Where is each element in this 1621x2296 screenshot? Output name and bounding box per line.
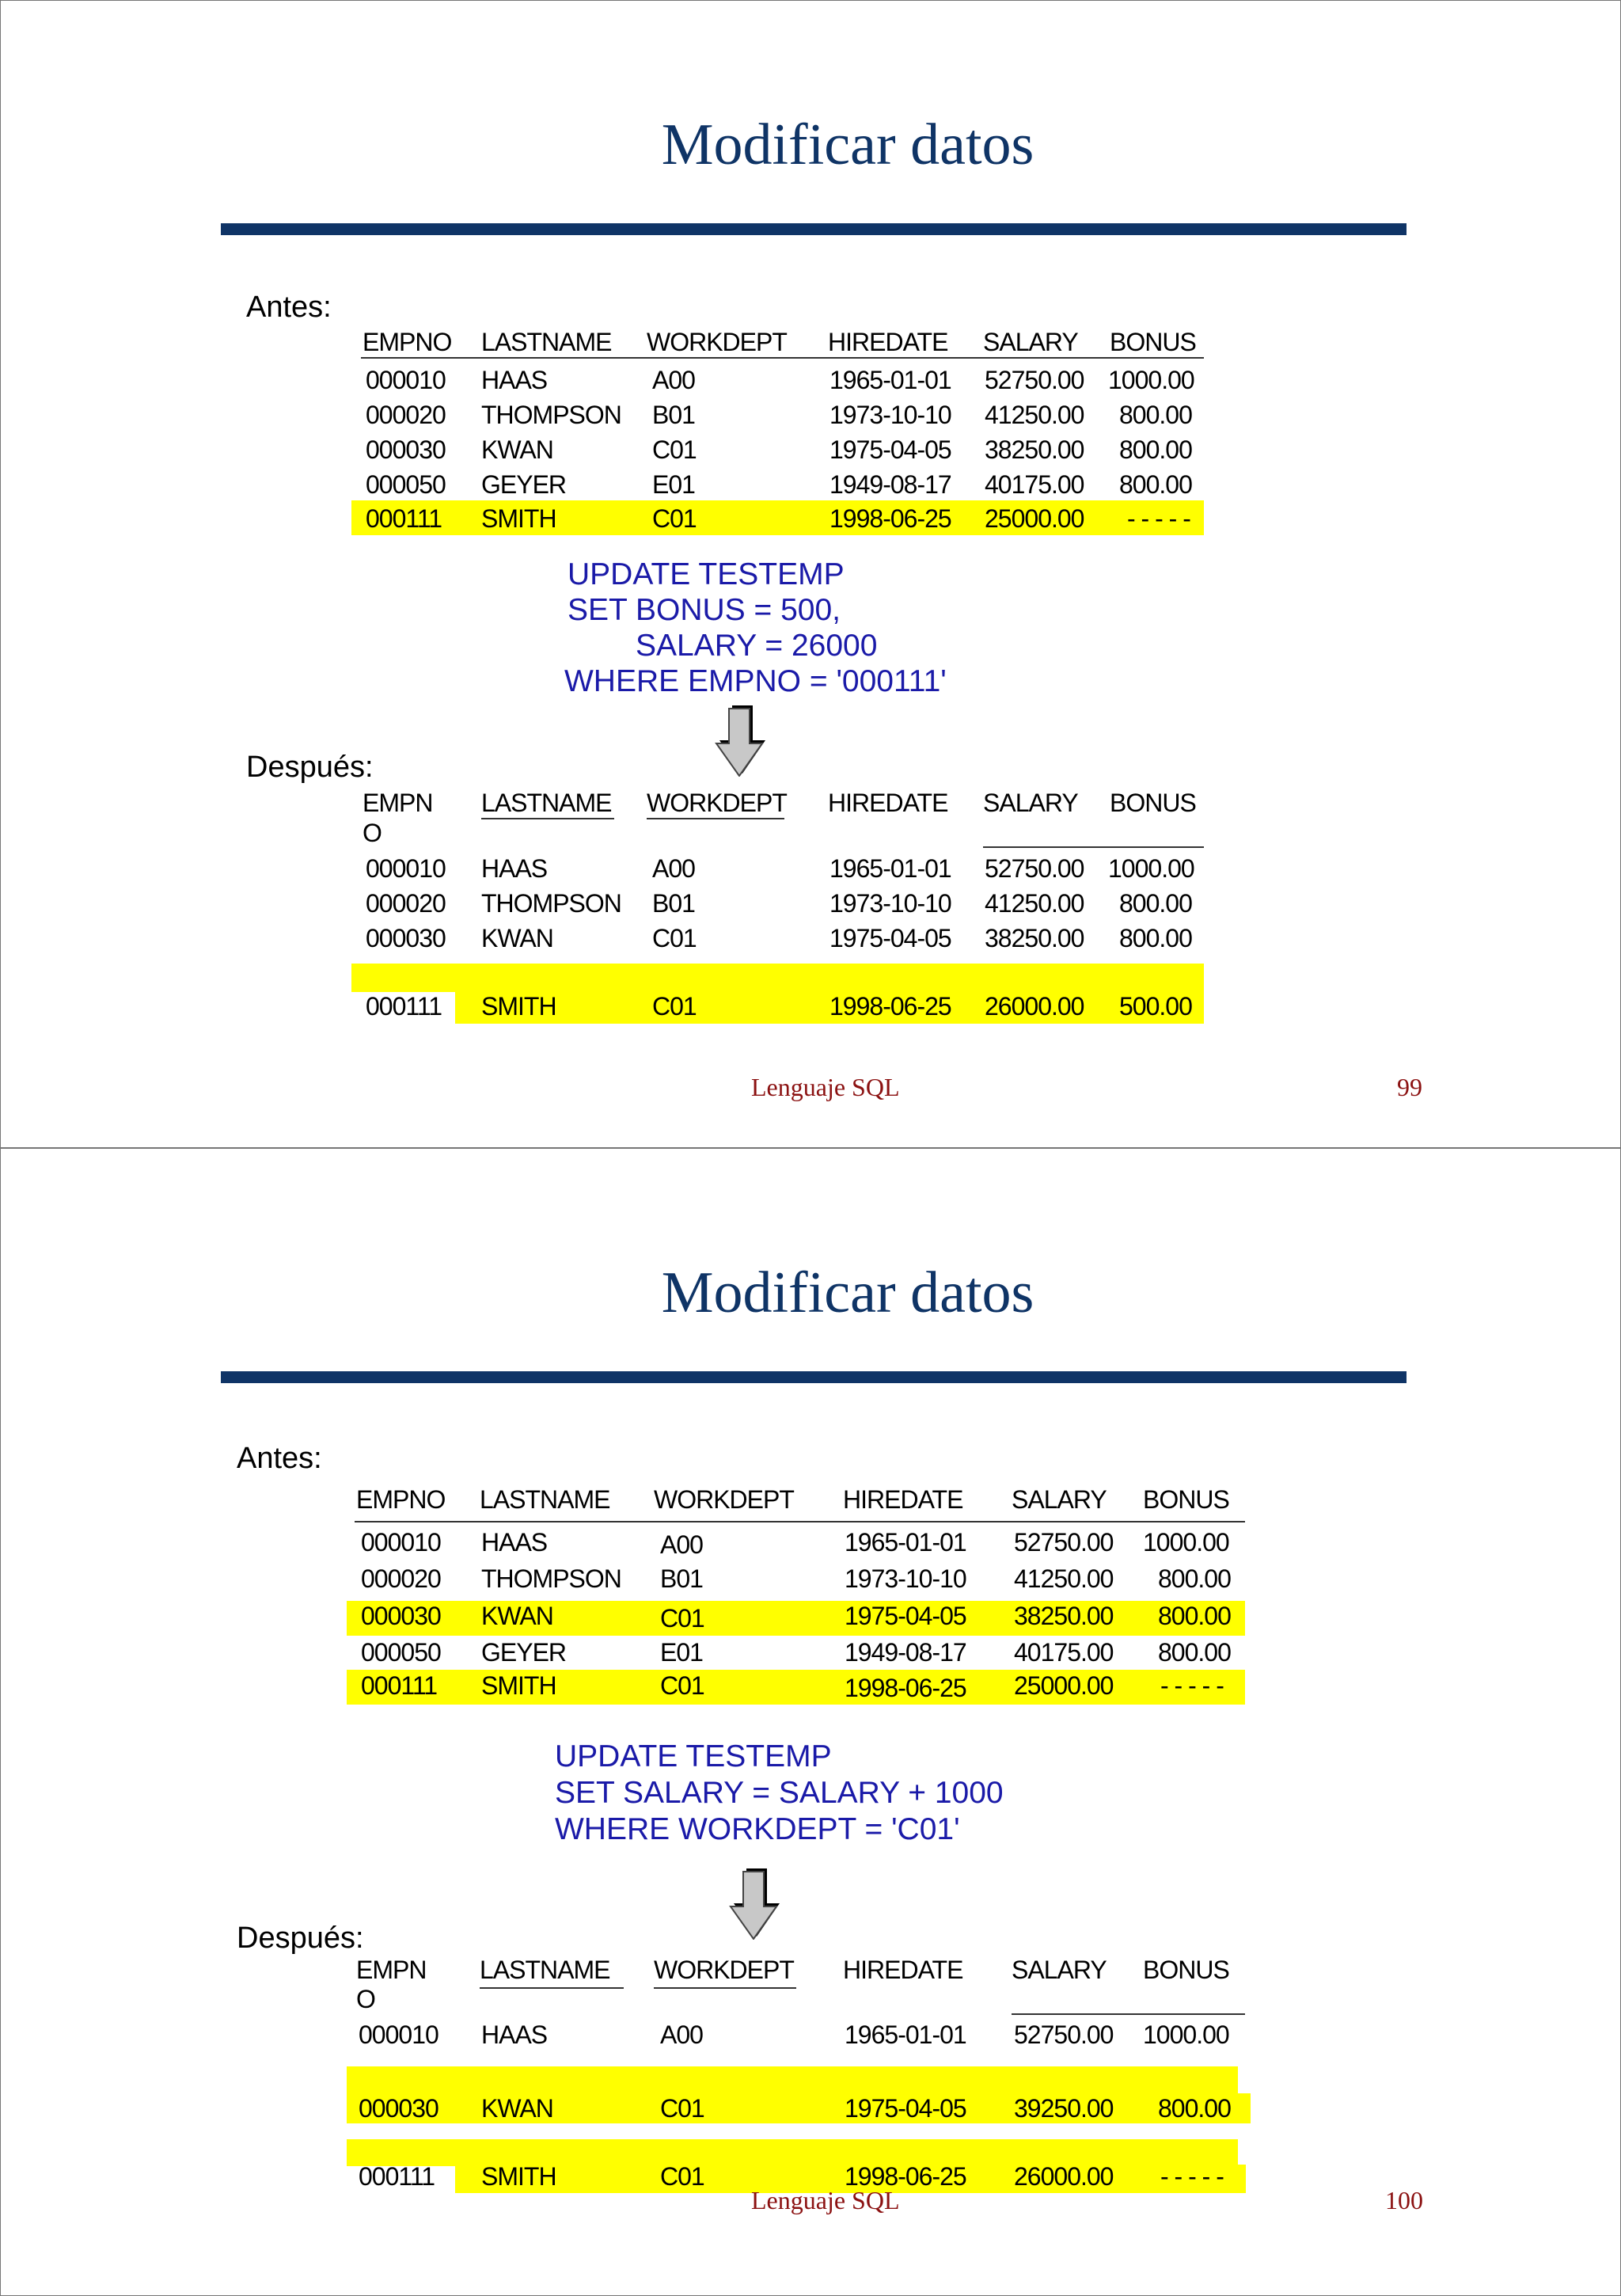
- cell: 1973-10-10: [829, 889, 951, 918]
- slide-100: [0, 1148, 1621, 2296]
- header-underline: [355, 1521, 1245, 1522]
- cell: KWAN: [481, 1602, 553, 1630]
- cell: 800.00: [1158, 1638, 1231, 1667]
- cell: E01: [660, 1638, 703, 1667]
- header-workdept: WORKDEPT: [654, 1956, 794, 1984]
- cell: 000111: [359, 2162, 435, 2191]
- header-underline: [654, 1987, 796, 1989]
- header-underline: [361, 357, 1204, 359]
- cell: 800.00: [1119, 924, 1192, 952]
- cell: 1949-08-17: [845, 1638, 966, 1667]
- row-highlight: [347, 2066, 1238, 2095]
- cell: 000030: [359, 2094, 438, 2123]
- cell: 38250.00: [985, 924, 1084, 952]
- cell: - - - - -: [1160, 1671, 1224, 1700]
- cell: B01: [660, 1564, 703, 1593]
- cell: 800.00: [1119, 470, 1192, 499]
- title-rule: [221, 223, 1407, 235]
- header-lastname: LASTNAME: [481, 328, 612, 356]
- cell: 000020: [366, 889, 446, 918]
- footer-title: Lenguaje SQL: [751, 1073, 900, 1101]
- cell: 52750.00: [985, 854, 1084, 883]
- cell: 000010: [366, 366, 446, 394]
- header-underline: [481, 818, 614, 819]
- cell: 1000.00: [1108, 854, 1194, 883]
- sql-line: UPDATE TESTEMP: [555, 1739, 832, 1773]
- cell: 000111: [361, 1671, 438, 1700]
- cell: 40175.00: [985, 470, 1084, 499]
- header-lastname: LASTNAME: [481, 789, 612, 817]
- header-underline: [647, 818, 784, 819]
- cell: 000030: [366, 435, 446, 464]
- cell: 000020: [361, 1564, 441, 1593]
- row-highlight: [351, 964, 1204, 992]
- cell: 26000.00: [1014, 2162, 1114, 2191]
- cell: THOMPSON: [481, 401, 621, 429]
- cell: 1000.00: [1108, 366, 1194, 394]
- cell: E01: [652, 470, 695, 499]
- cell: 000010: [366, 854, 446, 883]
- cell: 500.00: [1119, 992, 1192, 1021]
- cell: HAAS: [481, 366, 548, 394]
- header-bonus: BONUS: [1143, 1485, 1229, 1514]
- cell: C01: [660, 2094, 704, 2123]
- cell: 800.00: [1158, 1602, 1231, 1630]
- cell: 1965-01-01: [829, 854, 951, 883]
- cell: 1965-01-01: [829, 366, 951, 394]
- cell: 41250.00: [985, 401, 1084, 429]
- cell: 1975-04-05: [845, 1602, 966, 1630]
- cell: C01: [660, 1671, 704, 1700]
- sql-line: UPDATE TESTEMP: [568, 557, 845, 591]
- cell: GEYER: [481, 470, 567, 499]
- cell: A00: [660, 1530, 703, 1559]
- cell: 000050: [366, 470, 446, 499]
- cell: 1000.00: [1143, 1528, 1229, 1557]
- header-salary: SALARY: [1012, 1956, 1107, 1984]
- cell: GEYER: [481, 1638, 567, 1667]
- header-hiredate: HIREDATE: [843, 1956, 963, 1984]
- cell: C01: [660, 1604, 704, 1633]
- header-empno-part2: O: [363, 819, 382, 847]
- cell: 40175.00: [1014, 1638, 1114, 1667]
- cell: 000050: [361, 1638, 441, 1667]
- cell: A00: [652, 366, 695, 394]
- cell: 26000.00: [985, 992, 1084, 1021]
- cell: 1998-06-25: [845, 2162, 966, 2191]
- cell: SMITH: [481, 2162, 556, 2191]
- sql-line: SALARY = 26000: [636, 629, 878, 663]
- after-label: Después:: [237, 1922, 364, 1955]
- header-workdept: WORKDEPT: [647, 328, 787, 356]
- cell: 000030: [366, 924, 446, 952]
- cell: 38250.00: [985, 435, 1084, 464]
- cell: 1998-06-25: [845, 1674, 966, 1702]
- title-rule: [221, 1371, 1407, 1383]
- cell: C01: [652, 435, 697, 464]
- cell: 1975-04-05: [829, 435, 951, 464]
- cell: 000010: [361, 1528, 441, 1557]
- cell: C01: [652, 924, 697, 952]
- cell: SMITH: [481, 992, 556, 1021]
- sql-line: SET BONUS = 500,: [568, 593, 841, 627]
- header-lastname: LASTNAME: [480, 1956, 610, 1984]
- cell: 1998-06-25: [829, 992, 951, 1021]
- cell: 800.00: [1158, 2094, 1231, 2123]
- cell: KWAN: [481, 924, 553, 952]
- cell: KWAN: [481, 2094, 553, 2123]
- header-hiredate: HIREDATE: [828, 328, 948, 356]
- before-label: Antes:: [237, 1442, 322, 1475]
- header-salary: SALARY: [983, 789, 1078, 817]
- header-bonus: BONUS: [1110, 789, 1196, 817]
- cell: 1000.00: [1143, 2020, 1229, 2049]
- cell: 52750.00: [1014, 2020, 1114, 2049]
- sql-line: SET SALARY = SALARY + 1000: [555, 1776, 1004, 1810]
- cell: C01: [652, 504, 697, 533]
- cell: C01: [660, 2162, 704, 2191]
- cell: 1975-04-05: [829, 924, 951, 952]
- cell: 39250.00: [1014, 2094, 1114, 2123]
- after-label: Después:: [246, 751, 374, 784]
- cell: THOMPSON: [481, 1564, 621, 1593]
- before-label: Antes:: [246, 291, 332, 324]
- cell: 800.00: [1119, 401, 1192, 429]
- header-hiredate: HIREDATE: [843, 1485, 963, 1514]
- cell: 800.00: [1119, 435, 1192, 464]
- header-salary: SALARY: [1012, 1485, 1107, 1514]
- cell: B01: [652, 889, 695, 918]
- page-number: 100: [1385, 2186, 1423, 2214]
- header-lastname: LASTNAME: [480, 1485, 610, 1514]
- cell: - - - - -: [1160, 2162, 1224, 2191]
- header-bonus: BONUS: [1143, 1956, 1229, 1984]
- cell: 25000.00: [1014, 1671, 1114, 1700]
- header-empno: EMPNO: [363, 328, 452, 356]
- cell: 1975-04-05: [845, 2094, 966, 2123]
- cell: - - - - -: [1127, 504, 1190, 533]
- footer-title: Lenguaje SQL: [751, 2186, 900, 2214]
- cell: KWAN: [481, 435, 553, 464]
- header-underline: [480, 1987, 624, 1989]
- cell: A00: [652, 854, 695, 883]
- cell: 1965-01-01: [845, 1528, 966, 1557]
- cell: 1998-06-25: [829, 504, 951, 533]
- down-arrow-icon: [715, 704, 770, 777]
- cell: C01: [652, 992, 697, 1021]
- sql-line: WHERE WORKDEPT = 'C01': [555, 1812, 960, 1846]
- cell: 41250.00: [985, 889, 1084, 918]
- cell: 38250.00: [1014, 1602, 1114, 1630]
- cell: 1949-08-17: [829, 470, 951, 499]
- header-underline: [983, 846, 1204, 848]
- cell: 1965-01-01: [845, 2020, 966, 2049]
- header-bonus: BONUS: [1110, 328, 1196, 356]
- down-arrow-icon: [729, 1867, 784, 1940]
- cell: HAAS: [481, 854, 548, 883]
- slide-title: Modificar datos: [661, 112, 1034, 177]
- header-empno-part1: EMPN: [363, 789, 433, 817]
- cell: 25000.00: [985, 504, 1084, 533]
- page-number: 99: [1397, 1073, 1422, 1101]
- header-empno-part1: EMPN: [356, 1956, 427, 1984]
- cell: 800.00: [1158, 1564, 1231, 1593]
- header-empno: EMPNO: [356, 1485, 446, 1514]
- header-underline: [1012, 2013, 1245, 2015]
- cell: 1973-10-10: [845, 1564, 966, 1593]
- cell: 000111: [366, 992, 442, 1021]
- cell: HAAS: [481, 2020, 548, 2049]
- cell: HAAS: [481, 1528, 548, 1557]
- cell: 1973-10-10: [829, 401, 951, 429]
- cell: THOMPSON: [481, 889, 621, 918]
- header-workdept: WORKDEPT: [654, 1485, 794, 1514]
- cell: 41250.00: [1014, 1564, 1114, 1593]
- slide-title: Modificar datos: [661, 1260, 1034, 1325]
- cell: 800.00: [1119, 889, 1192, 918]
- header-hiredate: HIREDATE: [828, 789, 948, 817]
- cell: A00: [660, 2020, 703, 2049]
- cell: 000010: [359, 2020, 438, 2049]
- header-empno-part2: O: [356, 1985, 375, 2013]
- cell: B01: [652, 401, 695, 429]
- cell: 52750.00: [985, 366, 1084, 394]
- cell: SMITH: [481, 1671, 556, 1700]
- cell: SMITH: [481, 504, 556, 533]
- header-workdept: WORKDEPT: [647, 789, 787, 817]
- cell: 52750.00: [1014, 1528, 1114, 1557]
- header-salary: SALARY: [983, 328, 1078, 356]
- cell: 000030: [361, 1602, 441, 1630]
- sql-line: WHERE EMPNO = '000111': [564, 664, 947, 698]
- cell: 000111: [366, 504, 442, 533]
- cell: 000020: [366, 401, 446, 429]
